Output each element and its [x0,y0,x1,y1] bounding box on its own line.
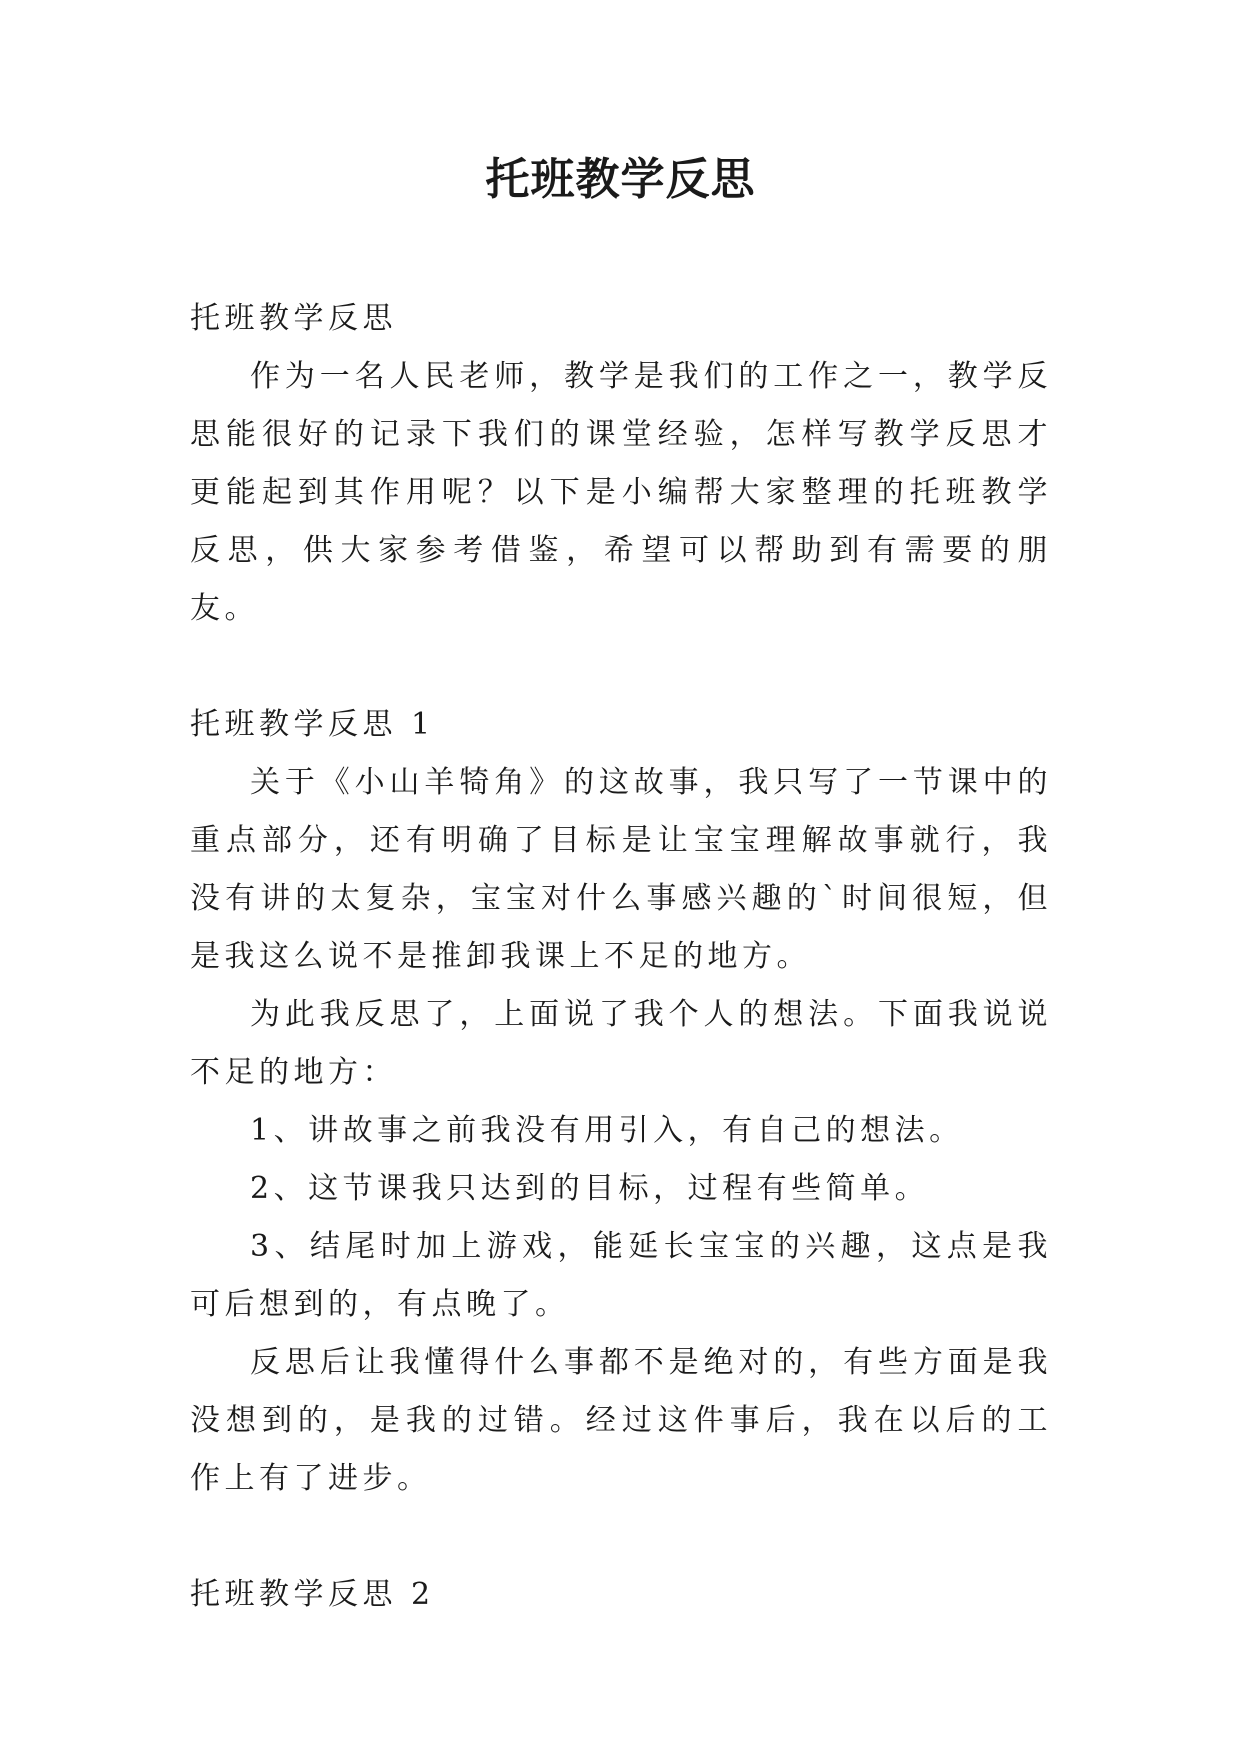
intro-heading: 托班教学反思 [190,301,397,336]
section-1-list-item-2: 2、这节课我只达到的目标，过程有些简单。 [250,1171,930,1206]
section-1-paragraph-2: 为此我反思了，上面说了我个人的想法。下面我说说不足的地方： [190,997,1052,1090]
section-1-heading: 托班教学反思 1 [190,707,435,742]
document-title: 托班教学反思 [485,154,756,205]
section-1-list-item-3: 3、结尾时加上游戏，能延长宝宝的兴趣，这点是我可后想到的，有点晚了。 [190,1229,1052,1322]
section-1-paragraph-3: 反思后让我懂得什么事都不是绝对的，有些方面是我没想到的，是我的过错。经过这件事后，我在以后的工作上有了进步。 [190,1345,1052,1496]
document-body [190,290,1052,1624]
section-1-paragraph-1: 关于《小山羊犄角》的这故事，我只写了一节课中的重点部分，还有明确了目标是让宝宝理解故事就行，我没有讲的太复杂，宝宝对什么事感兴趣的`时间很短，但是我这么说不是推卸我课上不足的地方。 [190,765,1052,974]
intro-paragraph: 作为一名人民老师，教学是我们的工作之一，教学反思能很好的记录下我们的课堂经验，怎样写教学反思才更能起到其作用呢？以下是小编帮大家整理的托班教学反思，供大家参考借鉴，希望可以帮助到有需要的朋友。 [190,359,1052,626]
section-2-heading: 托班教学反思 2 [190,1577,435,1612]
section-1-list-item-1: 1、讲故事之前我没有用引入，有自己的想法。 [250,1113,964,1148]
